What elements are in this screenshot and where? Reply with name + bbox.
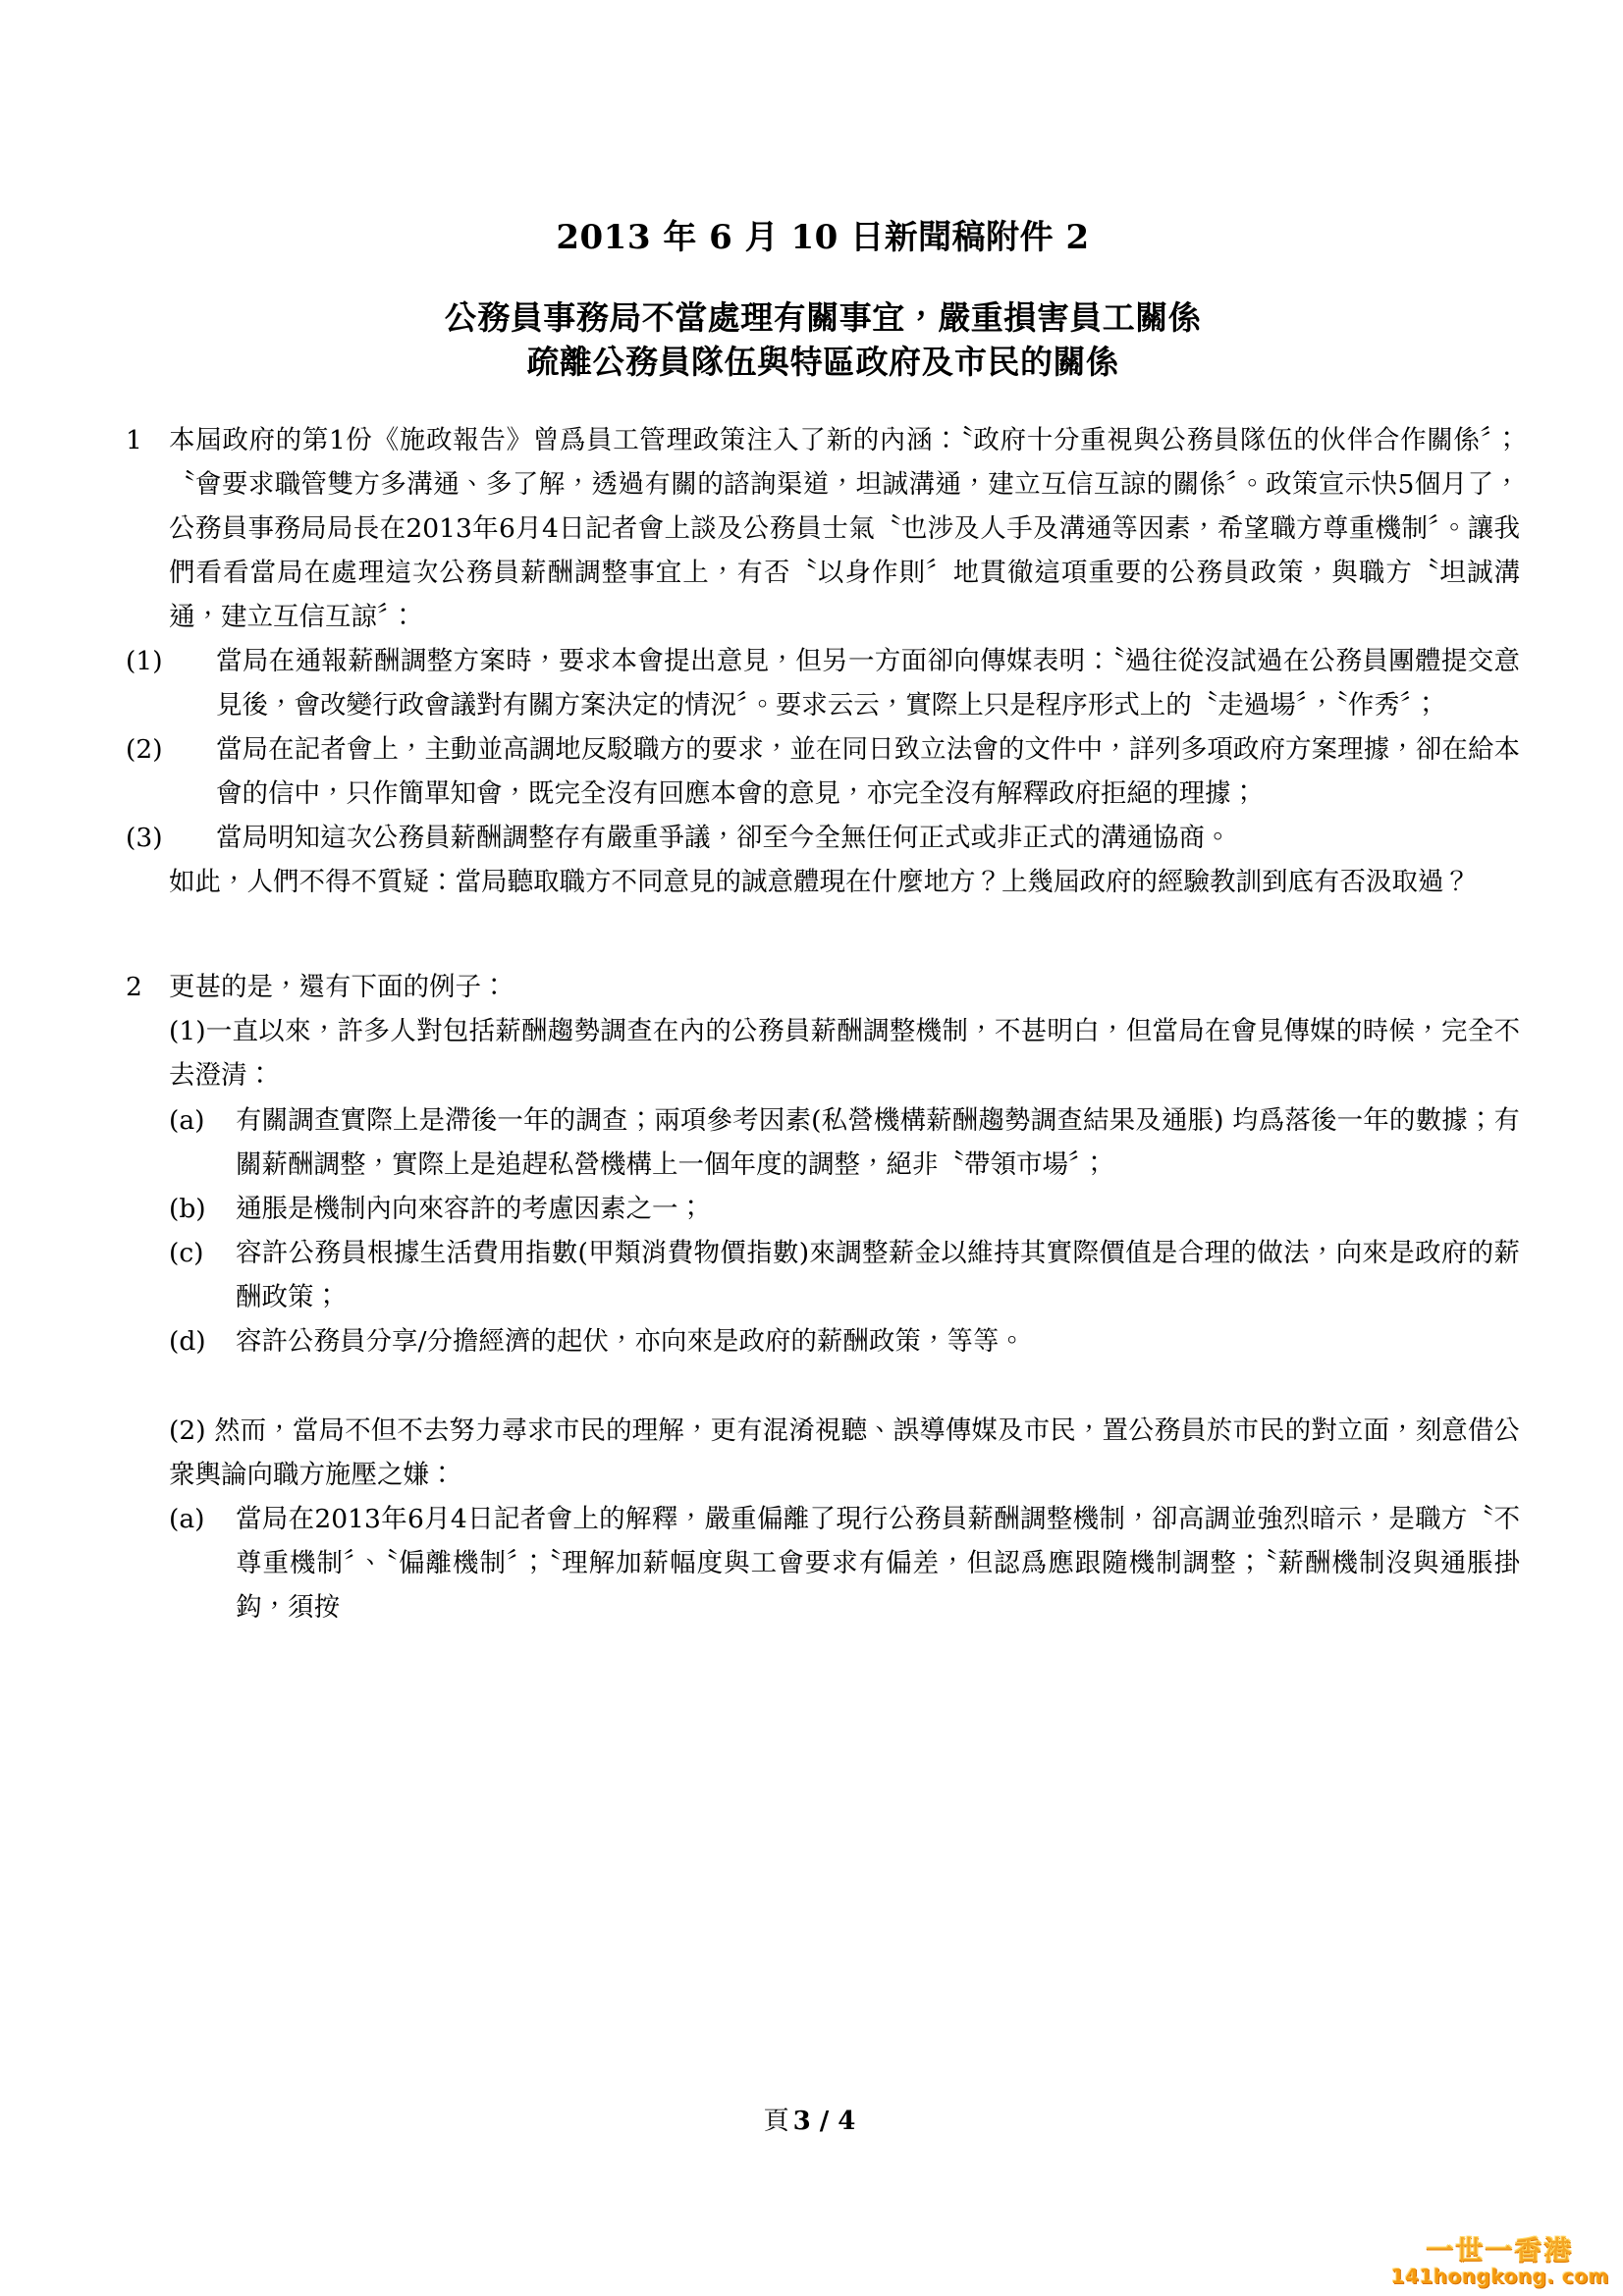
- section-1-body: 本屆政府的第1份《施政報告》曾爲員工管理政策注入了新的內涵：〝政府十分重視與公務員隊伍的伙伴合作關係〞；〝會要求職管雙方多溝通、多了解，透過有關的諮詢渠道，坦誠溝通，建立互信互諒的關係〞。政策宣示快5個月了，公務員事務局局長在2013年6月4日記者會上談及公務員士氣〝也涉及人手及溝通等因素，希望職方尊重機制〞。讓我們看看當局在處理這次公務員薪酬調整事宜上，有否〝以身作則〞地貫徹這項重要的公務員政策，與職方〝坦誠溝通，建立互信互諒〞：: [169, 424, 1520, 633]
- section-2-alpha-list-1: [169, 1098, 1520, 1363]
- spacer: [126, 904, 1520, 965]
- section-2-subintro-1-text: (1)一直以來，許多人對包括薪酬趨勢調查在內的公務員薪酬調整機制，不甚明白，但當局在會見傳媒的時候，完全不去澄清：: [169, 1016, 1520, 1092]
- list-item: [169, 1098, 1520, 1187]
- spacer: [126, 1363, 1520, 1409]
- list-item-label: (2): [126, 734, 163, 766]
- section-2-alpha-list-2: [169, 1497, 1520, 1629]
- list-item-label: (a): [169, 1104, 205, 1136]
- list-item: [126, 816, 1520, 860]
- watermark-url-text: 141hongkong. com: [1390, 2265, 1609, 2288]
- section-1-closing: [126, 860, 1520, 904]
- page-footer: [0, 2101, 1623, 2137]
- list-item-text: 有關調查實際上是滯後一年的調查；兩項參考因素(私營機構薪酬趨勢調查結果及通脹) 均爲落後一年的數據；有關薪酬調整，實際上是追趕私營機構上一個年度的調整，絕非〝帶領市場〞；: [236, 1104, 1520, 1180]
- section-1-paragraph: [126, 418, 1520, 639]
- section-1-marker: 1: [126, 424, 142, 455]
- subtitle-line-2: 疏離公務員隊伍與特區政府及市民的關係: [526, 343, 1119, 382]
- list-item: [126, 727, 1520, 816]
- list-item-text: 當局在2013年6月4日記者會上的解釋，嚴重偏離了現行公務員薪酬調整機制，卻高調並強烈暗示，是職方〝不尊重機制〞、〝偏離機制〞；〝理解加薪幅度與工會要求有偏差，但認爲應跟隨機制調整；〝薪酬機制沒與通脹掛鈎，須按: [236, 1503, 1520, 1623]
- footer-prefix: 頁: [763, 2107, 789, 2136]
- list-item: [169, 1187, 1520, 1231]
- subtitle-line-1: 公務員事務局不當處理有關事宜，嚴重損害員工關係: [444, 297, 1202, 337]
- watermark: [1391, 2238, 1609, 2286]
- list-item-label: (b): [169, 1193, 206, 1224]
- list-item-label: (c): [169, 1237, 204, 1268]
- list-item-label: (1): [126, 646, 163, 677]
- watermark-chinese-text: 一世一香港: [1426, 2236, 1574, 2267]
- section-2-body: 更甚的是，還有下面的例子：: [169, 972, 508, 1003]
- section-1-closing-text: 如此，人們不得不質疑：當局聽取職方不同意見的誠意體現在什麼地方？上幾屆政府的經驗教訓到底有否汲取過？: [169, 867, 1470, 898]
- list-item: [169, 1231, 1520, 1319]
- list-item-text: 容許公務員分享/分擔經濟的起伏，亦向來是政府的薪酬政策，等等。: [236, 1325, 1025, 1357]
- list-item-label: (3): [126, 823, 163, 854]
- section-2-subintro-2-text: (2) 然而，當局不但不去努力尋求市民的理解，更有混淆視聽、誤導傳媒及市民，置公務員於市民的對立面，刻意借公衆輿論向職方施壓之嫌：: [169, 1415, 1520, 1490]
- list-item-label: (a): [169, 1503, 205, 1534]
- list-item-text: 容許公務員根據生活費用指數(甲類消費物價指數)來調整薪金以維持其實際價值是合理的做法，向來是政府的薪酬政策；: [236, 1237, 1520, 1312]
- section-2-subintro-2: [126, 1409, 1520, 1497]
- list-item-label: (d): [169, 1325, 206, 1357]
- document-content: [126, 0, 1520, 1629]
- section-2-subintro-1: [126, 1009, 1520, 1097]
- list-item: [126, 639, 1520, 727]
- list-item-text: 當局明知這次公務員薪酬調整存有嚴重爭議，卻至今全無任何正式或非正式的溝通協商。: [216, 823, 1231, 854]
- section-2-paragraph: [126, 965, 1520, 1009]
- list-item-text: 通脹是機制內向來容許的考慮因素之一；: [236, 1193, 704, 1224]
- list-item: [169, 1497, 1520, 1629]
- section-2: [126, 965, 1520, 1629]
- page-title: 2013 年 6 月 10 日新聞稿附件 2: [556, 218, 1090, 257]
- list-item-text: 當局在記者會上，主動並高調地反駁職方的要求，並在同日致立法會的文件中，詳列多項政府方案理據，卻在給本會的信中，只作簡單知會，既完全沒有回應本會的意見，亦完全沒有解釋政府拒絕的理據；: [216, 734, 1520, 810]
- section-1-sublist: [126, 639, 1520, 860]
- section-1: [126, 418, 1520, 905]
- section-2-marker: 2: [126, 972, 142, 1003]
- page-number: 3 / 4: [792, 2107, 856, 2136]
- list-item-text: 當局在通報薪酬調整方案時，要求本會提出意見，但另一方面卻向傳媒表明：〝過往從沒試過在公務員團體提交意見後，會改變行政會議對有關方案決定的情況〞。要求云云，實際上只是程序形式上的〝走過場〞，〝作秀〞；: [216, 646, 1520, 721]
- document-subtitle: [126, 295, 1520, 385]
- list-item: [169, 1319, 1520, 1363]
